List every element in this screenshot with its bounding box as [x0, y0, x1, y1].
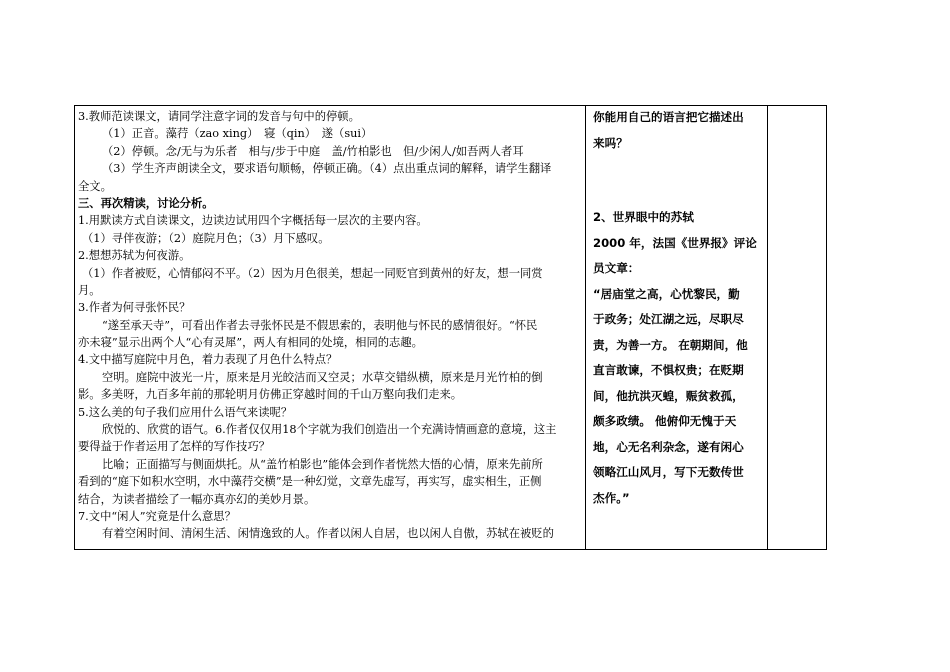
note-line: 来吗？	[593, 135, 628, 150]
text-line: 7.文中“闲人”究竟是什么意思？	[78, 509, 236, 523]
text-line: 空明。庭院中波光一片，原来是月光皎洁而又空灵；水草交错纵横，原来是月光竹柏的倒	[102, 370, 543, 384]
notes-cell-top	[593, 105, 761, 156]
note-line: 责，为善一方。 在朝期间，他	[593, 337, 748, 352]
note-heading: 2、世界眼中的苏轼	[593, 210, 694, 224]
text-line: 欣悦的、欣赏的语气。6.作者仅仅用18个字就为我们创造出一个充满诗情画意的意境，这主	[102, 423, 557, 437]
text-line: （2）停顿。念/无与为乐者 相与/步于中庭 盖/竹柏影也 但/少闲人/如吾两人者耳	[102, 144, 524, 158]
text-line: （1）正音。藻荇（zao xing） 寝（qin） 遂（sui）	[102, 127, 373, 141]
notes-cell-bottom	[593, 205, 761, 511]
text-line: 结合，为读者描绘了一幅亦真亦幻的美妙月景。	[78, 492, 316, 506]
text-line: 4.文中描写庭院中月色，着力表现了月色什么特点？	[78, 353, 338, 367]
column-divider-1	[585, 106, 586, 549]
text-line: “遂至承天寺”，可看出作者去寻张怀民是不假思索的，表明他与怀民的感情很好。“怀民	[102, 318, 538, 332]
text-line: 3.教师范读课文，请同学注意字词的发音与句中的停顿。	[78, 110, 360, 123]
lesson-table	[74, 105, 827, 550]
note-line: 直言敢谏，不惧权贵；在贬期	[593, 363, 744, 377]
text-line: 月。	[78, 283, 101, 297]
text-line: （3）学生齐声朗读全文，要求语句顺畅，停顿正确。（4）点出重点词的解释，请学生翻译	[102, 162, 552, 176]
text-line: 5.这么美的句子我们应用什么语气来读呢？	[78, 405, 293, 419]
text-line: 亦未寝”显示出两个人“心有灵犀”，两人有相同的处境，相同的志趣。	[78, 336, 423, 350]
note-line: 员文章：	[593, 261, 640, 275]
column-divider-2	[767, 106, 768, 549]
note-line: 你能用自己的语言把它描述出	[593, 110, 744, 124]
text-line: 有着空闲时间、清闲生活、闲情逸致的人。作者以闲人自居，也以闲人自傲，苏轼在被贬的	[102, 527, 554, 541]
note-line: 2000 年，法国《世界报》评论	[593, 235, 757, 250]
text-line: （1）寻伴夜游；（2）庭院月色；（3）月下感叹。	[82, 231, 330, 245]
note-line: 杰作。”	[593, 490, 630, 505]
note-line: 地，心无名利杂念，遂有闲心	[593, 439, 744, 454]
note-line: 颇多政绩。 他俯仰无愧于天	[593, 414, 737, 428]
text-line: 2.想想苏轼为何夜游。	[78, 249, 191, 263]
text-line: （1）作者被贬，心情郁闷不平。（2）因为月色很美，想起一同贬官到黄州的好友，想一同赏	[82, 266, 543, 280]
text-line: 影。多美呀，九百多年前的那轮明月仿佛正穿越时间的千山万壑向我们走来。	[78, 388, 463, 402]
teaching-content-cell	[78, 108, 581, 543]
note-line: 间，他抗洪灭蝗，赈贫救孤，	[593, 388, 744, 403]
text-line: 看到的“庭下如积水空明，水中藻荇交横”是一种幻觉，文章先虚写，再实写，虚实相生，正侧	[78, 475, 542, 489]
text-line: 全文。	[78, 179, 112, 193]
note-line: 于政务；处江湖之远，尽职尽	[593, 312, 744, 326]
note-line: 领略江山风月，写下无数传世	[593, 465, 744, 479]
text-line: 1.用默读方式自读课文，边读边试用四个字概括每一层次的主要内容。	[78, 214, 428, 228]
section-heading: 三、再次精读，讨论分析。	[78, 195, 214, 210]
note-line: “居庙堂之高，心忧黎民，勤	[593, 286, 740, 301]
text-line: 3.作者为何寻张怀民？	[78, 301, 191, 315]
text-line: 比喻；正面描写与侧面烘托。从“盖竹柏影也”能体会到作者恍然大悟的心情，原来先前所	[102, 457, 543, 471]
text-line: 要得益于作者运用了怎样的写作技巧？	[78, 440, 271, 454]
